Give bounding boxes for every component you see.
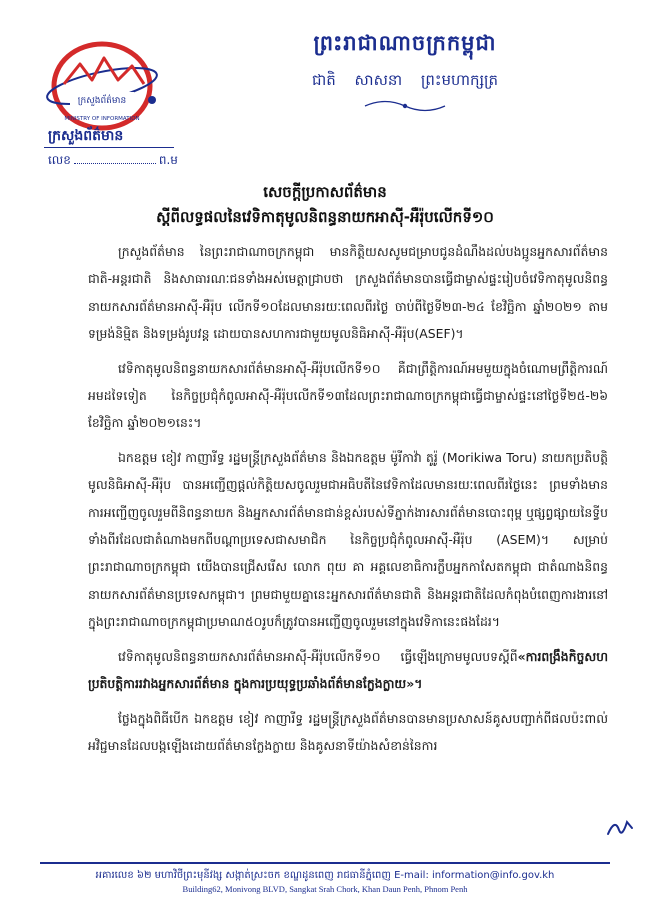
- ref-dotted-line: [74, 163, 156, 164]
- logo-inner-text: ក្រសួងព័ត៌មាន: [77, 96, 127, 106]
- paragraph-3: ឯកឧត្តម ខៀវ កាញារីទ្ធ រដ្ឋមន្ត្រីក្រសួងព័ត៌មាន និងឯកឧត្តម ម៉ូរីកាវ៉ា តូរ៉ូ (Morikiwa Toru) នាយកប្រតិបត្តិមូលនិធិអាស៊ី-អឺរ៉ុប បានអញ្ជើញផ្តល់កិត្តិយសចូលរួមជាអធិបតីនៃវេទិកាដែលមានរយៈពេលពីរថ្ងៃនេះ ព្រមទាំងមានការអញ្ជើញចូលរួមពីនិពន្ធនាយក និងអ្នកសារព័ត៌មានជាន់ខ្ពស់របស់ទីភ្នាក់ងារសារព័ត៌មានបោះពុម្ព ឬផ្សព្វផ្សាយនៃទ្វីបទាំងពីរដែលជាតំណាងមកពីបណ្តាប្រទេសជាសមាជិក នៃកិច្ចប្រជុំកំពូលអាស៊ី-អឺរ៉ុប (ASEM)។ សម្រាប់ព្រះរាជាណាចក្រកម្ពុជា យើងបានជ្រើសរើស លោក ពុយ គា អគ្គលេខាធិការក្លឹបអ្នកកាសែតកម្ពុជា ជាតំណាងនិពន្ធនាយកសារព័ត៌មានប្រទេសកម្ពុជា។ ព្រមជាមួយគ្នានេះអ្នកសារព័ត៌មានជាតិ និងអន្តរជាតិដែលកំពុងបំពេញការងារនៅក្នុងព្រះរាជាណាចក្រកម្ពុជាប្រមាណ៥០រូបក៏ត្រូវបានអញ្ជើញចូលរួមនៅក្នុងវេទិកានេះផងដែរ។: [88, 449, 608, 630]
- document-body: [88, 238, 608, 766]
- reference-number: [48, 152, 178, 170]
- paragraph-1: ក្រសួងព័ត៌មាន នៃព្រះរាជាណាចក្រកម្ពុជា មានកិត្តិយសសូមជម្រាបជូនដំណឹងដល់បងប្អូនអ្នកសារព័ត៌មានជាតិ-អន្តរជាតិ និងសាធារណៈជនទាំងអស់មេត្តាជ្រាបថា ក្រសួងព័ត៌មានបានធ្វើជាម្ចាស់ផ្ទះរៀបចំវេទិកាតុមូលនិពន្ធនាយកសារព័ត៌មានអាស៊ី-អឺរ៉ុប លើកទី១០ដែលមានរយៈពេលពីរថ្ងៃ ចាប់ពីថ្ងៃទី២៣-២៤ ខែវិច្ឆិកា ឆ្នាំ២០២១ តាមទម្រង់និម្មិត និងទម្រង់រូបវន្ត ដោយបានសហការជាមួយមូលនិធិអាស៊ី-អឺរ៉ុប(ASEF)។: [88, 244, 608, 342]
- paragraph-4-lead: វេទិកាតុមូលនិពន្ធនាយកសារព័ត៌មានអាស៊ី-អឺរ៉ុបលើកទី១០ ធ្វើឡើងក្រោមមូលបទស្តីពី: [118, 648, 518, 664]
- ref-prefix: លេខ: [48, 153, 71, 167]
- kingdom-title: ព្រះរាជាណាចក្រកម្ពុជា: [313, 31, 497, 55]
- paragraph-5: ថ្លែងក្នុងពិធីបើក ឯកឧត្តម ខៀវ កាញារីទ្ធ រដ្ឋមន្ត្រីក្រសួងព័ត៌មានបានមានប្រសាសន៍គូសបញ្ជាក់ពីផលប៉ះពាល់អវិជ្ជមានដែលបង្កឡើងដោយព័ត៌មានក្លែងក្លាយ និងគូសនាទីយ៉ាងសំខាន់នៃការ: [88, 710, 608, 753]
- document-title: សេចក្តីប្រកាសព័ត៌មាន: [263, 183, 387, 201]
- ministry-underline: [44, 147, 174, 148]
- footer-divider: [40, 862, 610, 864]
- logo-ring-text: MINISTRY OF INFORMATION: [64, 116, 140, 122]
- ministry-logo-icon: [40, 40, 170, 135]
- paragraph-4: [88, 643, 608, 698]
- ministry-name: ក្រសួងព័ត៌មាន: [48, 128, 124, 144]
- footer-address-khmer: អគារលេខ ៦២ មហាវិថីព្រះមុនីវង្ស សង្កាត់ស្រះចក ខណ្ឌដូនពេញ រាជធានីភ្នំពេញ E-mail: information@info.gov.kh: [95, 870, 555, 881]
- document-subtitle: ស្តីពីលទ្ធផលនៃវេទិកាតុមូលនិពន្ធនាយកអាស៊ី-អឺរ៉ុបលើកទី១០: [156, 208, 494, 226]
- footer-address-english: Building62, Monivong BLVD, Sangkat Srah Chork, Khan Daun Penh, Phnom Penh: [182, 884, 468, 894]
- national-motto: ជាតិ សាសនា ព្រះមហាក្សត្រ: [311, 71, 499, 89]
- paragraph-2: វេទិកាតុមូលនិពន្ធនាយកសារព័ត៌មានអាស៊ី-អឺរ៉ុបលើកទី១០ គឺជាព្រឹត្តិការណ៍អមមួយក្នុងចំណោមព្រឹត្តិការណ៍អមដទៃទៀត នៃកិច្ចប្រជុំកំពូលអាស៊ី-អឺរ៉ុបលើកទី១៣ដែលព្រះរាជាណាចក្រកម្ពុជាធ្វើជាម្ចាស់ផ្ទះនៅថ្ងៃទី២៥-២៦ ខែវិច្ឆិកា ឆ្នាំ២០២១នេះ។: [88, 360, 608, 431]
- ref-suffix: ព.ម: [158, 153, 178, 167]
- paragraph-4-quote: «ការពង្រឹងកិច្ចសហប្រតិបត្តិការរវាងអ្នកសារព័ត៌មាន ក្នុងការប្រយុទ្ធប្រឆាំងព័ត៌មានក្លែងក្លាយ»។: [88, 648, 608, 692]
- signature-mark-icon: [605, 812, 635, 842]
- kingdom-header: [240, 30, 570, 113]
- ornament-divider-icon: [360, 99, 450, 113]
